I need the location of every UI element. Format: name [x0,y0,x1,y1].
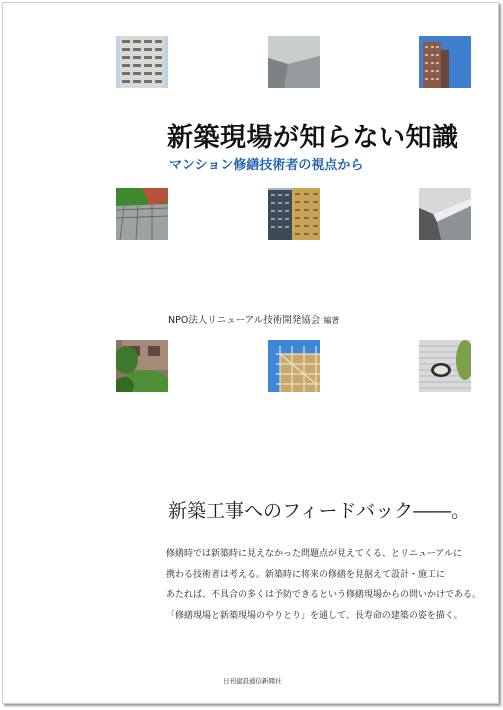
book-title: 新築現場が知らない知識 [167,123,459,153]
photo-scaffolding [268,340,320,392]
description-line: 携わる技術者は考える。新築時に将来の修繕を見据えて設計・施工に [166,569,446,580]
book-cover [2,2,499,704]
photo-brick-wall-greenery [116,340,168,392]
description-line: 「修繕現場と新築現場のやりとり」を通して、長寿命の建築の姿を描く。 [166,610,463,621]
photo-balcony-corner [419,188,471,240]
description-line: あたれば、不具合の多くは予防できるという修繕現場からの問いかけである。 [166,590,482,600]
description [166,544,486,626]
author-name: NPO法人リニューアル技術開発協会 [168,315,321,326]
photo-concrete-detail [268,36,320,88]
photo-tennis-court [116,188,168,240]
photo-tiled-wall-lamp [419,340,471,392]
book-subtitle: マンション修繕技術者の視点から [169,158,364,173]
photo-twin-towers [268,188,320,240]
photo-tower-sky [419,36,471,88]
publisher-name: 日刊建設通信新聞社 [223,677,282,685]
description-line: 修繕時では新築時に見えなかった問題点が見えてくる、とリニューアルに [166,549,463,559]
book-author [168,312,339,326]
photo-highrise-apartment [116,36,168,88]
tagline: 新築工事へのフィードバック――。 [168,500,471,522]
author-role: 編著 [323,316,340,325]
